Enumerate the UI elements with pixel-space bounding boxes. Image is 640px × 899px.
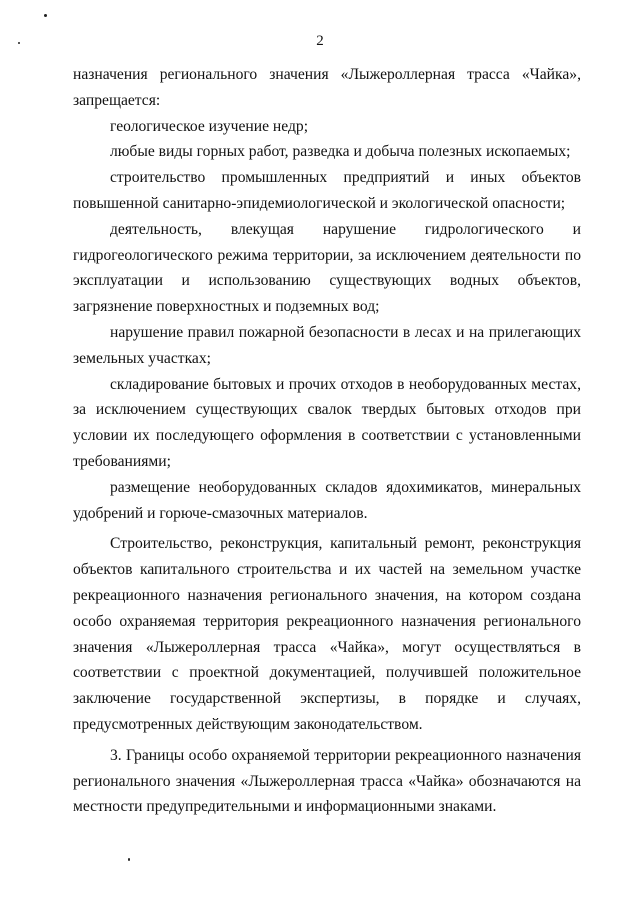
scan-speck <box>44 14 47 17</box>
paragraph: любые виды горных работ, разведка и добыча полезных ископаемых; <box>110 143 571 161</box>
paragraph: нарушение правил пожарной безопасности в лесах и на прилегающих земельных участках; <box>73 323 581 367</box>
paragraph: размещение необорудованных складов ядохимикатов, минеральных удобрений и горюче-смазочных материалов. <box>73 478 581 522</box>
paragraph: складирование бытовых и прочих отходов в необорудованных местах, за исключением существующих свалок твердых бытовых отходов при условии их последующего оформления в соответствии с установленными требованиями; <box>73 375 581 470</box>
page-number: 2 <box>316 33 324 49</box>
paragraph: деятельность, влекущая нарушение гидрологического и гидрогеологического режима территории, за исключением деятельности по эксплуатации и использованию существующих водных объектов, загрязнение поверхностных и подземных вод; <box>73 220 581 316</box>
paragraph: Строительство, реконструкция, капитальный ремонт, реконструкция объектов капитального строительства и их частей на земельном участке рекреационного назначения регионального значения, на котором создана особо охраняемая территория рекреационного назначения регионального значения «Лыжероллерная трасса «Чайка», могут осуществляться в соответствии с проектной документацией, получившей положительное заключение государственной экспертизы, в порядке и случаях, предусмотренных действующим законодательством. <box>73 535 581 733</box>
paragraph: строительство промышленных предприятий и иных объектов повышенной санитарно-эпидемиологической и экологической опасности; <box>73 169 581 212</box>
paragraph: назначения регионального значения «Лыжероллерная трасса «Чайка», запрещается: <box>73 66 581 109</box>
scan-speck <box>128 858 130 861</box>
paragraph: геологическое изучение недр; <box>110 117 309 135</box>
document-body <box>73 62 581 820</box>
paragraph: 3. Границы особо охраняемой территории рекреационного назначения регионального значения «Лыжероллерная трасса «Чайка» обозначаются на местности предупредительными и информационными знаками. <box>73 746 581 816</box>
